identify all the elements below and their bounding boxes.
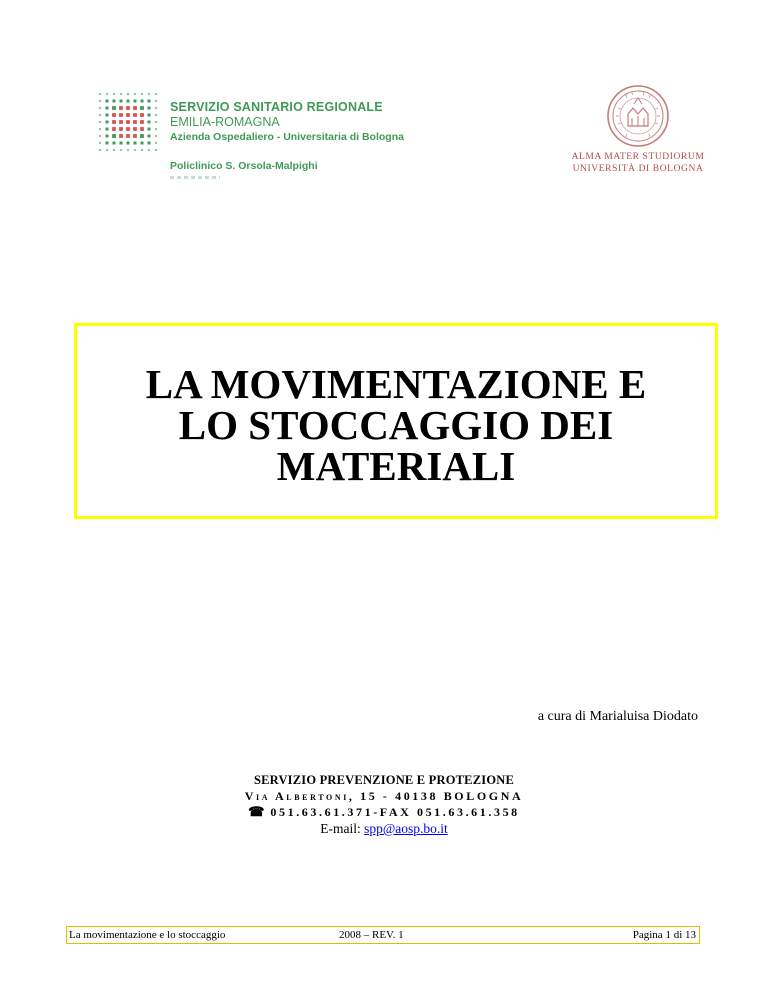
logo-dot-green: [141, 100, 144, 103]
logo-dot-green: [106, 149, 108, 151]
logo-dot-green: [155, 121, 157, 123]
logo-dot-green: [106, 100, 109, 103]
logo-dot-green: [148, 135, 151, 138]
logo-dot-red: [126, 120, 130, 124]
logo-dot-green: [106, 121, 109, 124]
page-footer: [66, 926, 700, 944]
author-credit: a cura di Marialuisa Diodato: [537, 709, 698, 724]
title-box: [74, 323, 718, 519]
logo-dot-red: [140, 120, 144, 124]
logo-dot-green: [134, 100, 137, 103]
logo-dot-green: [134, 93, 136, 95]
email-label: E-mail:: [320, 821, 365, 836]
logo-dot-green: [99, 135, 101, 137]
logo-dot-green: [148, 93, 150, 95]
ssr-logo: [96, 90, 436, 180]
service-contact-block: [0, 772, 768, 838]
logo-dot-green: [155, 107, 157, 109]
logo-dot-green: [155, 149, 157, 151]
logo-dot-green: [155, 142, 157, 144]
logo-dot-green: [134, 149, 136, 151]
logo-dot-red: [119, 134, 123, 138]
logo-dot-green: [106, 135, 109, 138]
ssr-logo-text: [170, 100, 404, 145]
logo-dot-red: [112, 127, 116, 131]
logo-dot-green: [113, 142, 116, 145]
logo-dot-red: [119, 127, 123, 131]
logo-dot-green: [106, 128, 109, 131]
dot-grid-logo-icon: [96, 90, 160, 154]
logo-dot-green: [99, 121, 101, 123]
logo-dot-green: [106, 114, 109, 117]
ssr-faint-divider: [170, 176, 220, 179]
logo-dot-green: [99, 142, 101, 144]
service-phone-text: 051.63.61.371-FAX 051.63.61.358: [270, 805, 520, 819]
logo-dot-green: [140, 134, 144, 138]
title-line-2: LO STOCCAGGIO DEI: [178, 402, 614, 448]
logo-dot-green: [106, 142, 109, 145]
logo-dot-red: [126, 113, 130, 117]
logo-dot-green: [120, 93, 122, 95]
footer-left: La movimentazione e lo stoccaggio: [69, 929, 226, 941]
logo-dot-green: [127, 149, 129, 151]
ssr-line-3: Azienda Ospedaliero - Universitaria di Bologna: [170, 131, 404, 143]
logo-dot-green: [148, 149, 150, 151]
logo-dot-green: [99, 128, 101, 130]
footer-right: Pagina 1 di 13: [632, 929, 696, 941]
logo-dot-red: [126, 127, 130, 131]
logo-dot-red: [140, 113, 144, 117]
ssr-line-4: Policlinico S. Orsola-Malpighi: [170, 160, 318, 172]
logo-dot-green: [141, 142, 144, 145]
logo-dot-green: [113, 149, 115, 151]
university-seal-icon: [606, 84, 670, 148]
university-line-1: ALMA MATER STUDIORUM: [571, 152, 705, 162]
logo-dot-green: [99, 107, 101, 109]
title-line-1: LA MOVIMENTAZIONE E: [145, 361, 647, 407]
logo-dot-red: [133, 120, 137, 124]
logo-dot-green: [99, 100, 101, 102]
logo-dot-green: [155, 93, 157, 95]
logo-dot-green: [148, 128, 151, 131]
logo-dot-green: [113, 100, 116, 103]
logo-dot-green: [120, 100, 123, 103]
service-phone: [0, 804, 768, 820]
logo-dot-red: [119, 120, 123, 124]
service-email: [0, 820, 768, 838]
logo-dot-green: [99, 93, 101, 95]
logo-dot-green: [148, 121, 151, 124]
phone-icon: ☎: [248, 804, 265, 819]
title-line-3: MATERIALI: [276, 443, 516, 489]
logo-dot-green: [112, 134, 116, 138]
university-line-2: UNIVERSITÀ DI BOLOGNA: [572, 164, 704, 174]
logo-dot-green: [155, 100, 157, 102]
logo-dot-green: [113, 93, 115, 95]
footer-center: 2008 – REV. 1: [339, 929, 404, 941]
logo-dot-green: [134, 142, 137, 145]
logo-dot-red: [133, 127, 137, 131]
logo-dot-red: [133, 113, 137, 117]
email-link[interactable]: spp@aosp.bo.it: [364, 821, 448, 836]
logo-dot-green: [155, 128, 157, 130]
university-logo: [568, 84, 708, 174]
ssr-line-1: SERVIZIO SANITARIO REGIONALE: [170, 100, 383, 114]
service-address: Via Albertoni, 15 - 40138 BOLOGNA: [244, 789, 524, 803]
logo-dot-green: [155, 114, 157, 116]
logo-dot-red: [133, 134, 137, 138]
logo-dot-green: [155, 135, 157, 137]
logo-dot-green: [120, 149, 122, 151]
logo-dot-green: [106, 107, 109, 110]
document-title: [77, 361, 715, 489]
logo-dot-red: [112, 120, 116, 124]
logo-dot-red: [133, 106, 137, 110]
logo-dot-green: [99, 149, 101, 151]
logo-dot-green: [127, 93, 129, 95]
ssr-line-2: EMILIA-ROMAGNA: [170, 115, 280, 129]
service-name: SERVIZIO PREVENZIONE E PROTEZIONE: [253, 773, 515, 787]
logo-dot-green: [99, 114, 101, 116]
logo-dot-red: [119, 113, 123, 117]
logo-dot-red: [119, 106, 123, 110]
logo-dot-red: [140, 127, 144, 131]
logo-dot-red: [126, 106, 130, 110]
logo-dot-green: [148, 142, 151, 145]
logo-dot-green: [112, 106, 116, 110]
logo-dot-red: [112, 113, 116, 117]
logo-dot-green: [140, 106, 144, 110]
logo-dot-green: [141, 149, 143, 151]
logo-dot-green: [141, 93, 143, 95]
logo-dot-green: [120, 142, 123, 145]
logo-dot-green: [127, 142, 130, 145]
logo-dot-red: [126, 134, 130, 138]
logo-dot-green: [106, 93, 108, 95]
logo-dot-green: [148, 100, 151, 103]
logo-dot-green: [148, 114, 151, 117]
logo-dot-green: [148, 107, 151, 110]
logo-dot-green: [127, 100, 130, 103]
